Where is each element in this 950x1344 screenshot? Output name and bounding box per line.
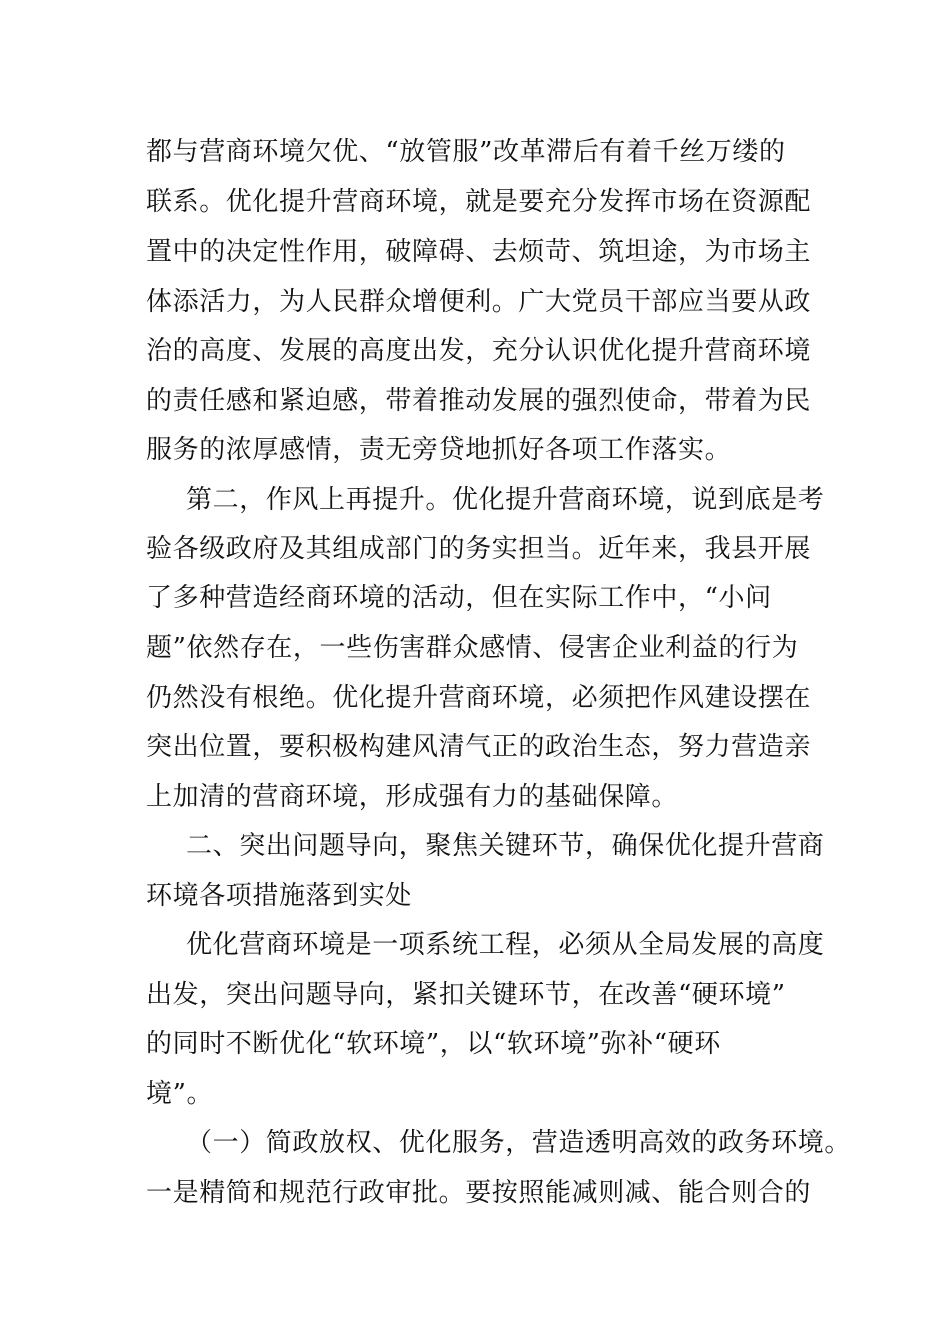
section-heading: 环境各项措施落到实处	[146, 881, 413, 911]
text-line: 都与营商环境欠优、“放管服”改革滞后有着千丝万缕的	[146, 137, 786, 167]
text-line: 验各级政府及其组成部门的务实担当。近年来，我县开展	[146, 534, 812, 564]
text-line: 的同时不断优化“软环境”，以“软环境”弥补“硬环	[146, 1029, 721, 1059]
text-line: 的责任感和紧迫感，带着推动发展的强烈使命，带着为民	[146, 386, 812, 416]
text-line: 体添活力，为人民群众增便利。广大党员干部应当要从政	[146, 287, 812, 317]
text-line: 治的高度、发展的高度出发，充分认识优化提升营商环境	[146, 336, 812, 366]
paragraph-first-line: 第二，作风上再提升。优化提升营商环境，说到底是考	[186, 485, 825, 515]
text-line: 境”。	[146, 1079, 214, 1109]
text-line: 了多种营造经商环境的活动，但在实际工作中，“小问	[146, 583, 772, 613]
subsection-heading: （一）简政放权、优化服务，营造透明高效的政务环境。	[186, 1128, 852, 1158]
text-line: 一是精简和规范行政审批。要按照能减则减、能合则合的	[146, 1178, 812, 1208]
text-line: 仍然没有根绝。优化提升营商环境，必须把作风建设摆在	[146, 683, 812, 713]
text-line: 题”依然存在，一些伤害群众感情、侵害企业利益的行为	[146, 633, 799, 663]
text-line: 上加清的营商环境，形成强有力的基础保障。	[146, 782, 679, 812]
text-line: 联系。优化提升营商环境，就是要充分发挥市场在资源配	[146, 187, 812, 217]
section-heading: 二、突出问题导向，聚焦关键环节，确保优化提升营商	[186, 831, 825, 861]
text-line: 服务的浓厚感情，责无旁贷地抓好各项工作落实。	[146, 435, 732, 465]
text-line: 出发，突出问题导向，紧扣关键环节，在改善“硬环境”	[146, 980, 786, 1010]
text-line: 突出位置，要积极构建风清气正的政治生态，努力营造亲	[146, 732, 812, 762]
text-line: 置中的决定性作用，破障碍、去烦苛、筑坦途，为市场主	[146, 237, 812, 267]
paragraph-first-line: 优化营商环境是一项系统工程，必须从全局发展的高度	[186, 930, 825, 960]
